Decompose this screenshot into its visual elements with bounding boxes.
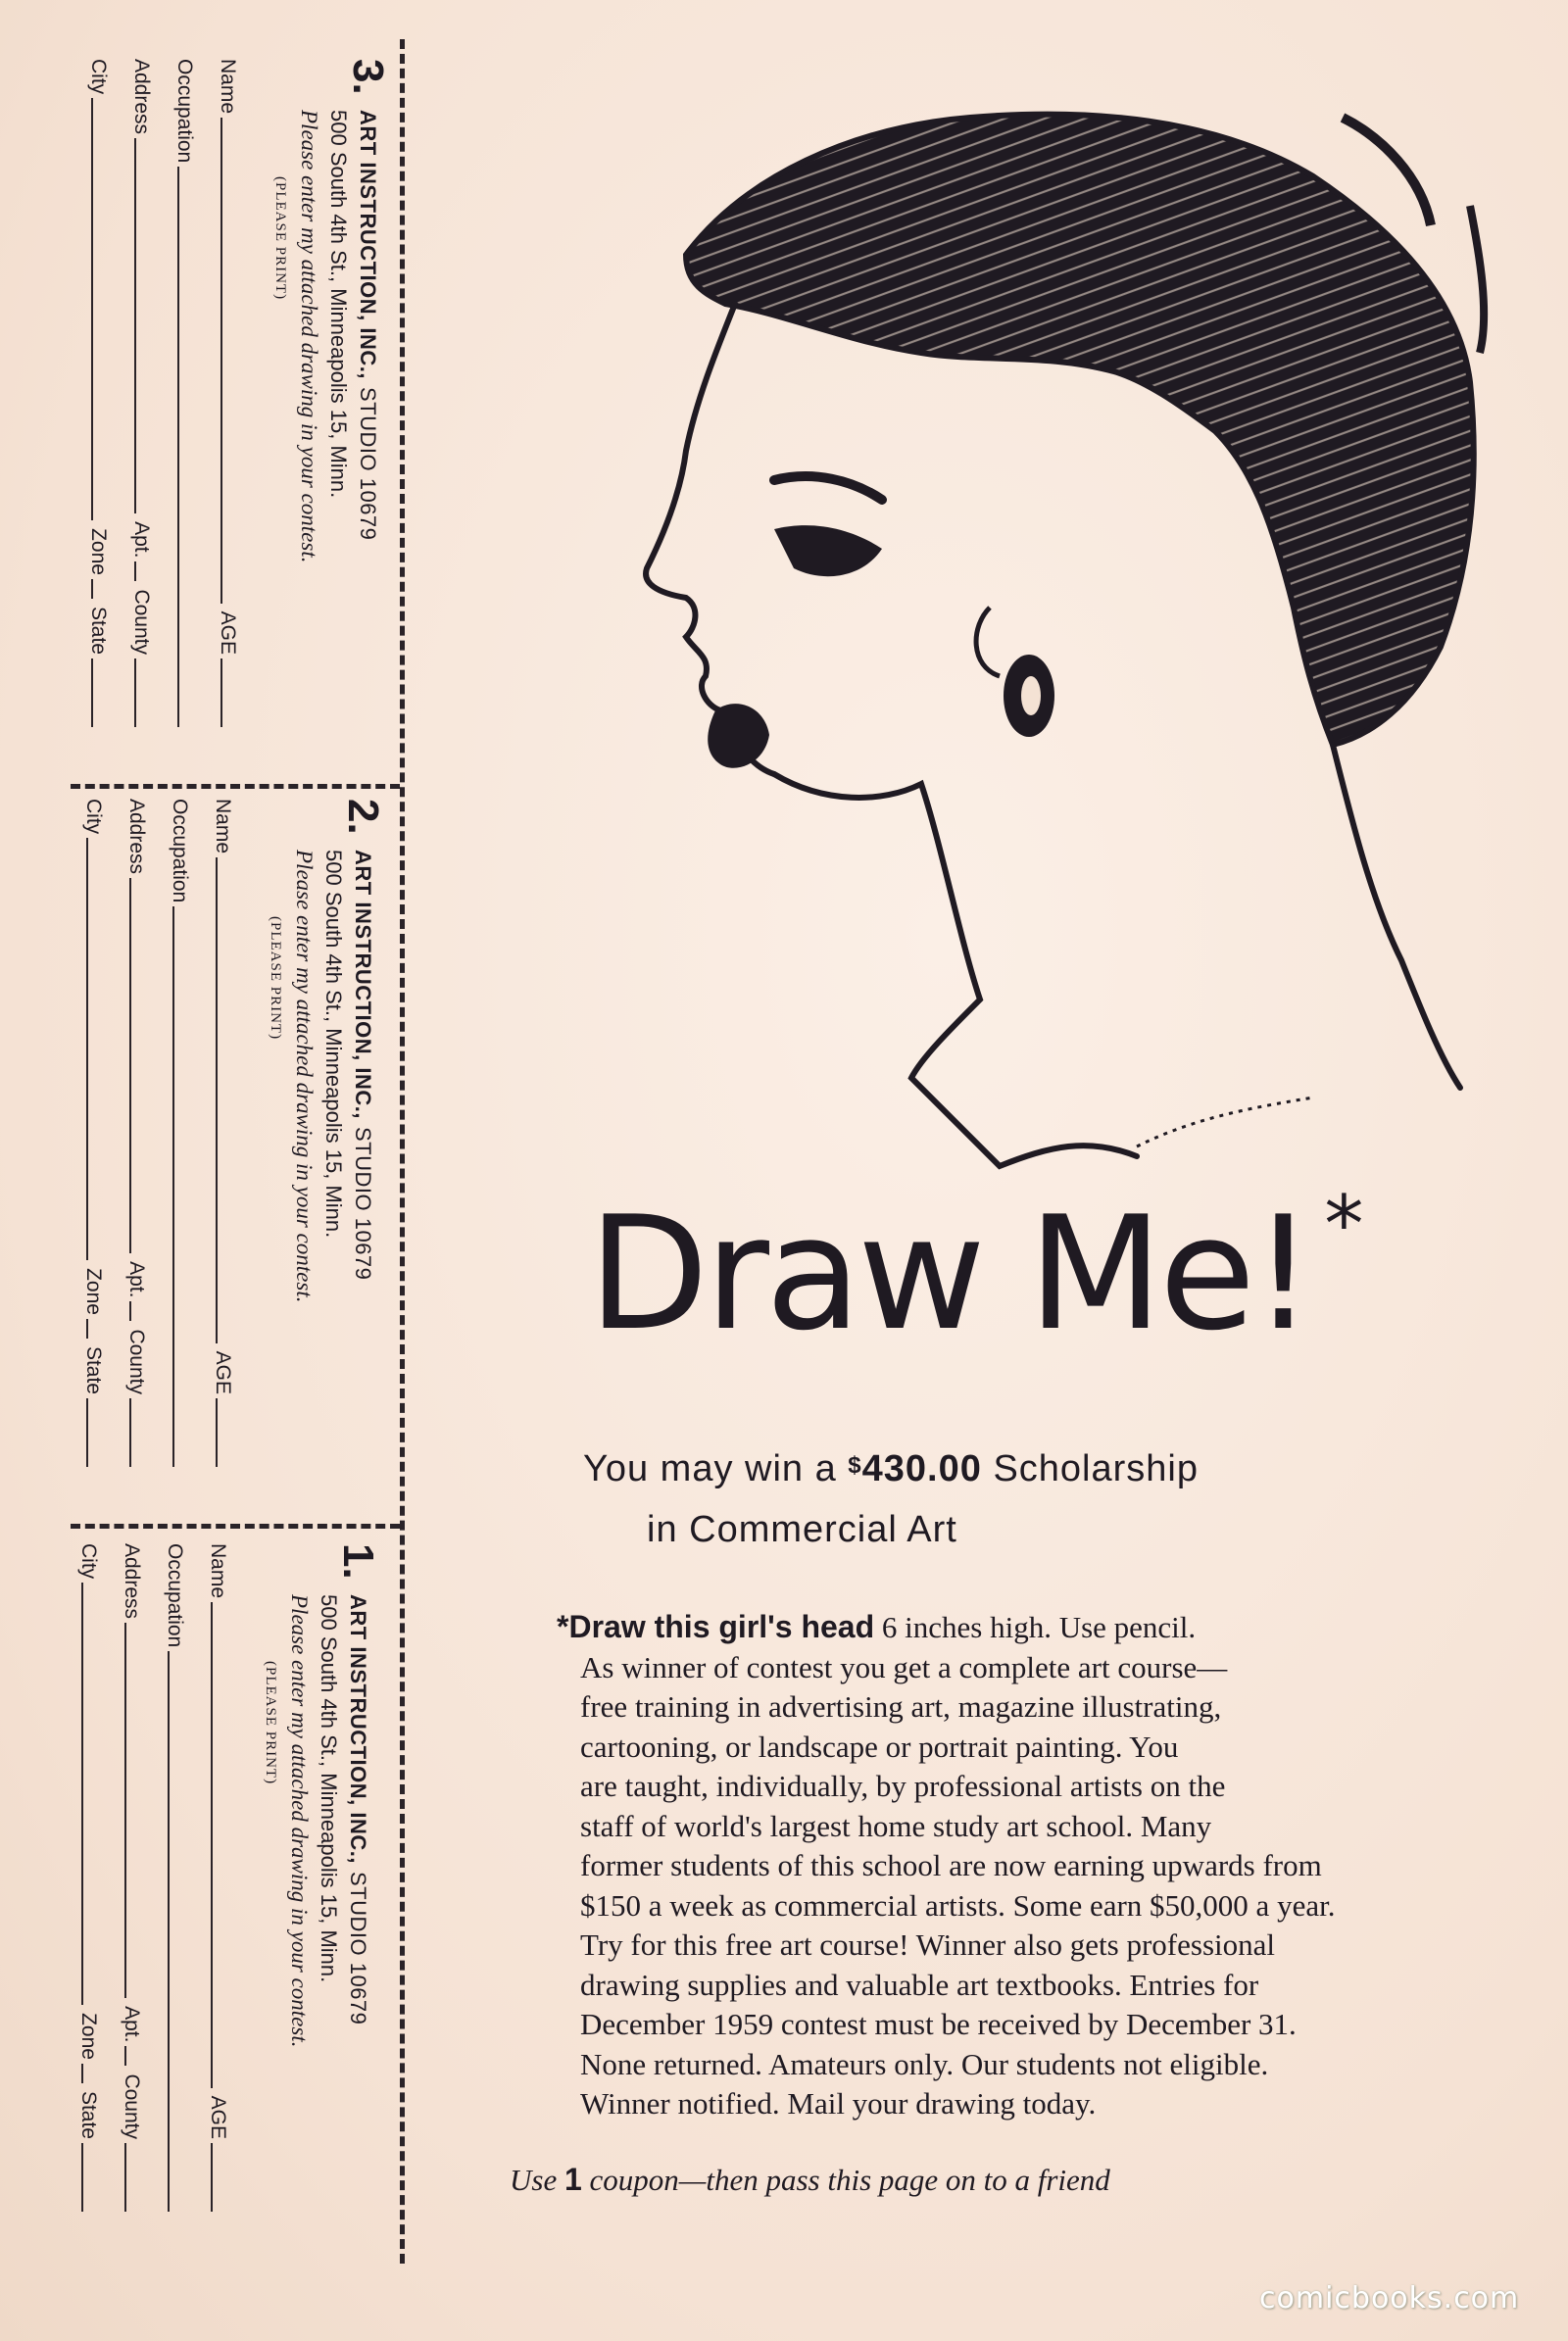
zone-field[interactable] [86, 1319, 88, 1339]
state-field[interactable] [91, 658, 93, 727]
headline: Draw Me! * [588, 1179, 1360, 1365]
county-field[interactable] [129, 1398, 131, 1467]
coupon-note: Please enter my attached drawing in your contest. [287, 1594, 312, 2048]
coupon-number: 2. [339, 799, 387, 835]
description-line: None returned. Amateurs only. Our students not eligible. [580, 2046, 1269, 2081]
description-line: drawing supplies and valuable art textbooks. Entries for [580, 1967, 1259, 2002]
description-line: former students of this school are now earning upwards from [580, 1848, 1322, 1882]
girl-head-illustration [627, 59, 1490, 1215]
age-field[interactable] [216, 1398, 218, 1467]
state-field[interactable] [81, 2143, 83, 2212]
name-row: Name AGE [211, 799, 240, 1475]
state-field[interactable] [86, 1398, 88, 1467]
description-line: are taught, individually, by professional artists on the [580, 1769, 1226, 1803]
coupon-print-hint: (PLEASE PRINT) [263, 1661, 278, 1785]
coupon-cut-line-horizontal-2 [71, 1524, 400, 1529]
apt-field[interactable] [124, 2046, 126, 2066]
entry-coupon-3 [59, 59, 392, 745]
city-field[interactable] [91, 98, 93, 520]
address-row: Address Apt. County [124, 799, 154, 1475]
zone-field[interactable] [81, 2064, 83, 2083]
age-field[interactable] [220, 658, 222, 727]
apt-field[interactable] [134, 561, 136, 581]
name-row: Name AGE [216, 59, 245, 735]
coupon-cut-line-horizontal-1 [71, 784, 400, 789]
coupon-address: 500 South 4th St., Minneapolis 15, Minn. [317, 1594, 341, 1983]
coupon-address: 500 South 4th St., Minneapolis 15, Minn. [321, 850, 346, 1239]
coupon-instruction: Use 1 coupon—then pass this page on to a friend [510, 2162, 1110, 2197]
city-field[interactable] [86, 838, 88, 1260]
description-line: $150 a week as commercial artists. Some earn $50,000 a year. [580, 1887, 1336, 1923]
coupon-note: Please enter my attached drawing in your contest. [292, 850, 317, 1303]
name-field[interactable] [216, 857, 218, 1343]
coupon-print-hint: (PLEASE PRINT) [272, 176, 288, 301]
occupation-row: Occupation [163, 1543, 192, 2219]
age-field[interactable] [211, 2143, 213, 2212]
coupon-number: 3. [344, 59, 392, 95]
address-row: Address Apt. County [120, 1543, 149, 2219]
name-field[interactable] [220, 118, 222, 604]
contest-description: *Draw this girl's head 6 inches high. Use pencil. As winner of contest you get a complete art course— free training in advertising art, magazine illustrating, cartooning, or landscape or portrait painting. You are taught, individually, by professional artists on the staff of world's largest home study art school. Many former students of this school are now earning upwards from $150 a week as commercial artists. Some earn $50,000 a year. Try for this free art course! Winner also gets professional drawing supplies and valuable art textbooks. Entries for December 1959 contest must be received by December 31. None returned. Amateurs only. Our students not eligible. Winner notified. Mail your drawing today. [557, 1607, 1527, 2124]
name-field[interactable] [211, 1602, 213, 2088]
coupon-company: ART INSTRUCTION, INC.,STUDIO 10679 [351, 850, 375, 1281]
description-line: cartooning, or landscape or portrait painting. You [580, 1729, 1179, 1764]
face-profile [646, 304, 774, 774]
description-line: Try for this free art course! Winner also gets professional [580, 1927, 1275, 1962]
coupon-print-hint: (PLEASE PRINT) [268, 916, 283, 1041]
city-field[interactable] [81, 1583, 83, 2005]
city-row: City Zone State [86, 59, 116, 735]
address-row: Address Apt. County [129, 59, 159, 735]
description-line: Winner notified. Mail your drawing today. [580, 2086, 1097, 2121]
occupation-field[interactable] [177, 167, 179, 727]
occupation-row: Occupation [168, 799, 197, 1475]
headline-asterisk: * [1324, 1179, 1360, 1270]
coupon-company: ART INSTRUCTION, INC.,STUDIO 10679 [356, 110, 380, 541]
watermark: comicbooks.com [1259, 2281, 1520, 2316]
apt-field[interactable] [129, 1301, 131, 1321]
coupon-number: 1. [334, 1543, 382, 1580]
coupon-company: ART INSTRUCTION, INC.,STUDIO 10679 [346, 1594, 370, 2025]
name-row: Name AGE [206, 1543, 235, 2219]
description-line: December 1959 contest must be received by December 31. [580, 2007, 1297, 2041]
occupation-field[interactable] [168, 1651, 170, 2212]
coupon-address: 500 South 4th St., Minneapolis 15, Minn. [326, 110, 351, 499]
city-row: City Zone State [76, 1543, 106, 2219]
coupon-note: Please enter my attached drawing in your contest. [297, 110, 321, 563]
description-line: As winner of contest you get a complete art course— [580, 1649, 1228, 1684]
city-row: City Zone State [81, 799, 111, 1475]
address-field[interactable] [124, 1623, 126, 1998]
prize-line-2: in Commercial Art [647, 1509, 957, 1550]
coupon-cut-line-vertical [400, 39, 405, 2264]
county-field[interactable] [134, 658, 136, 727]
address-field[interactable] [129, 878, 131, 1253]
description-line: staff of world's largest home study art school. Many [580, 1808, 1212, 1843]
zone-field[interactable] [91, 579, 93, 599]
occupation-row: Occupation [172, 59, 202, 735]
entry-coupon-1 [49, 1543, 382, 2229]
county-field[interactable] [124, 2143, 126, 2212]
address-field[interactable] [134, 138, 136, 513]
hair-shape [686, 115, 1474, 745]
description-line: free training in advertising art, magazine illustrating, [580, 1689, 1222, 1724]
entry-coupon-2 [54, 799, 387, 1485]
prize-line: You may win a $430.00 Scholarship [583, 1448, 1200, 1489]
occupation-field[interactable] [172, 906, 174, 1467]
